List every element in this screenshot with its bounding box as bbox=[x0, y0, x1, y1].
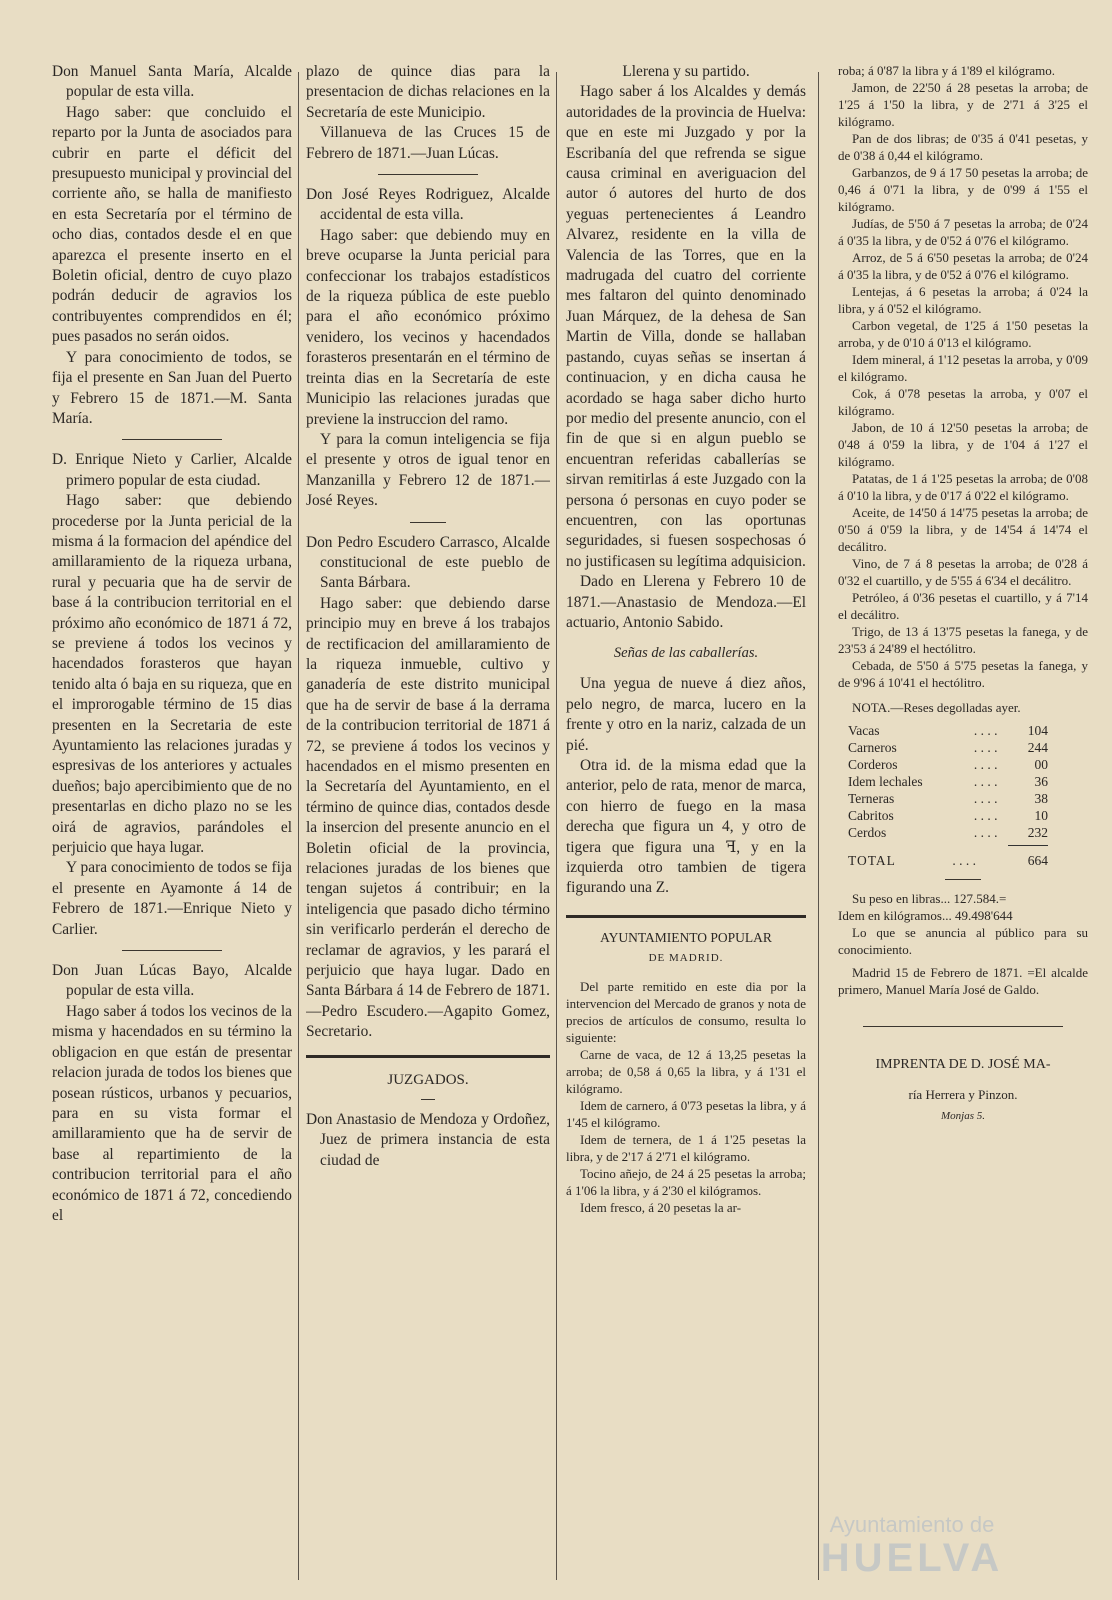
divider bbox=[863, 1026, 1063, 1027]
notice-header: Don Anastasio de Mendoza y Ordoñez, Juez de primera instancia de esta ciudad de bbox=[306, 1110, 550, 1169]
table-row: Vacas . . . . 104 bbox=[848, 723, 1048, 738]
section-title: AYUNTAMIENTO POPULAR bbox=[600, 929, 772, 945]
notice-header: Don Manuel Santa María, Alcalde popular de esta villa. bbox=[52, 63, 292, 101]
column-3 bbox=[566, 62, 806, 1580]
column-1 bbox=[52, 62, 292, 1580]
price-item: Aceite, de 14'50 á 14'75 pesetas la arroba; de 0'50 á 0'59 la libra, y de 14'54 á 14'74 el decálitro. bbox=[838, 505, 1088, 554]
divider bbox=[945, 879, 981, 880]
imprint-line: IMPRENTA DE D. JOSÉ MA- bbox=[875, 1057, 1051, 1072]
price-item: Jabon, de 10 á 12'50 pesetas la arroba; de 0'48 á 0'59 la libra, y de 1'04 á 1'27 el kilógramo. bbox=[838, 420, 1088, 469]
price-item: Carne de vaca, de 12 á 13,25 pesetas la arroba; de 0,58 á 0,65 la libra, y á 1'31 el kilógramo. bbox=[566, 1046, 806, 1096]
price-item: Petróleo, á 0'36 pesetas el cuartillo, y á 7'14 el decálitro. bbox=[838, 590, 1088, 622]
notice-body: Hago saber: que debiendo darse principio muy en breve á los trabajos de rectificacion del amillaramiento de la riqueza inmueble, cultivo y ganadería de este distrito municipal que ha de servir de base á la derrama de la contribucion territorial de 1871 á 72, se previene á todos los vecinos y hacendados en el mismo presenten en la Secretaría del Ayuntamiento, en el término de quince dias, contados desde la insercion del presente anuncio en el Boletin oficial de la provincia, relaciones juradas de los bienes que tengan sujetos á contribuir; en la inteligencia que pasado dicho término sin verificarlo perderán el derecho de reclamar de agravios, y les parará el perjuicio que haya lugar. Dado en Santa Bárbara á 14 de Febrero de 1871.—Pedro Escudero.—Agapito Gomez, Secretario. bbox=[306, 594, 550, 1041]
signature: Madrid 15 de Febrero de 1871. =El alcalde primero, Manuel María José de Galdo. bbox=[838, 965, 1088, 997]
watermark-text: HUELVA bbox=[820, 1536, 1004, 1580]
row-value: 36 bbox=[1034, 774, 1048, 789]
table-row: Terneras . . . . 38 bbox=[848, 791, 1048, 806]
notice-body: Hago saber: que concluido el reparto por la Junta de asociados para cubrir en parte el déficit del presupuesto municipal y provincial del corriente año, se halla de manifiesto en esta Secretaría por el término de ocho dias, contados desde el en que aparezca el presente inserto en el Boletin oficial, dentro de cuyo plazo podrán deducir de agravios los contribuyentes comprendidos en él; pues pasados no serán oidos. bbox=[52, 103, 292, 346]
notice-header: Don Juan Lúcas Bayo, Alcalde popular de esta villa. bbox=[52, 962, 292, 1000]
price-item: Cok, á 0'78 pesetas la arroba, y 0'07 el kilógramo. bbox=[838, 386, 1088, 418]
price-item: Patatas, de 1 á 1'25 pesetas la arroba; de 0'08 á 0'10 la libra, y de 0'17 á 0'22 el kilógramo. bbox=[838, 471, 1088, 503]
row-label: Cerdos bbox=[848, 825, 887, 840]
subsection-title: Señas de las caballerías. bbox=[613, 645, 759, 662]
notice-header: Don José Reyes Rodriguez, Alcalde accidental de esta villa. bbox=[306, 186, 550, 224]
row-label: Carneros bbox=[848, 740, 897, 755]
imprint-address: Monjas 5. bbox=[941, 1109, 985, 1122]
nota-heading: NOTA.—Reses degolladas ayer. bbox=[852, 700, 1021, 715]
price-item: Trigo, de 13 á 13'75 pesetas la fanega, y de 23'53 á 24'89 el hectólitro. bbox=[838, 624, 1088, 656]
row-value: 00 bbox=[1034, 757, 1048, 772]
price-item: Tocino añejo, de 24 á 25 pesetas la arroba; á 1'06 la libra, y á 2'30 el kilógramos. bbox=[566, 1165, 806, 1198]
notice-header: Don Pedro Escudero Carrasco, Alcalde constitucional de este pueblo de Santa Bárbara. bbox=[306, 533, 550, 592]
price-item: Lentejas, á 6 pesetas la arroba; á 0'24 la libra, y á 0'52 el kilógramo. bbox=[838, 284, 1088, 316]
table-row: Idem lechales . . . . 36 bbox=[848, 774, 1048, 789]
peso-line: Su peso en libras... 127.584.= bbox=[852, 891, 1007, 906]
peso-line: Idem en kilógramos... 49.498'644 bbox=[838, 908, 1013, 923]
notice-closing: Villanueva de las Cruces 15 de Febrero de 1871.—Juan Lúcas. bbox=[306, 124, 550, 162]
notice-body: plazo de quince dias para la presentacion de dichas relaciones en la Secretaría de este Municipio. bbox=[306, 63, 550, 121]
price-item: Carbon vegetal, de 1'25 á 1'50 pesetas la arroba, y de 0'10 á 0'13 el kilógramo. bbox=[838, 318, 1088, 350]
row-value: 38 bbox=[1034, 791, 1048, 806]
notice-body: Hago saber á todos los vecinos de la misma y hacendados en su término la obligacion en que están de presentar relacion jurada de todos los bienes que posean rústicos, urbanos y pecuarios, para en su vista formar el amillaramiento que ha de servir de base al repartimiento de la contribucion territorial para el año económico de 1871 á 72, concediendo el bbox=[52, 1002, 292, 1224]
notice-header: D. Enrique Nieto y Carlier, Alcalde primero popular de esta ciudad. bbox=[52, 451, 292, 489]
price-item: Idem de ternera, de 1 á 1'25 pesetas la libra, y de 2'17 á 2'71 el kilógramo. bbox=[566, 1131, 806, 1164]
column-rule bbox=[298, 72, 299, 1580]
row-value: 244 bbox=[1027, 740, 1048, 755]
notice-body: Hago saber á los Alcaldes y demás autoridades de la provincia de Huelva: que en este mi Juzgado y por la Escribanía del que refrenda se sigue causa criminal en averiguacion del autor ó autores del hurto de dos yeguas pertenecientes á Leandro Alvarez, residente en la villa de Valencia de las Torres, que en la madrugada del cuatro del corriente mes faltaron del quinto denominado Juan Márquez, de la dehesa de San Martin de Villa, donde se hallaban pastando, cuyas señas se insertan á continuacion, y en dicha causa he acordado se haga saber dicho hurto por medio del presente anuncio, con el fin de que si en algun pueblo se encuentran referidas caballerías se sirvan remitirlas á este Juzgado con la persona ó personas en cuyo poder se encuentren, con las oportunas seguridades, si fuesen sospechosas ó no justificasen su legítima adquisicion. bbox=[566, 83, 806, 570]
reses-table bbox=[848, 722, 1048, 841]
price-item: Idem mineral, á 1'12 pesetas la arroba, y 0'09 el kilógramo. bbox=[838, 352, 1088, 384]
section-rule bbox=[566, 915, 806, 918]
column-2 bbox=[306, 62, 550, 1580]
price-item: Judías, de 5'50 á 7 pesetas la arroba; de 0'24 á 0'35 la libra, y de 0'52 á 0'76 el kilógramo. bbox=[838, 216, 1088, 248]
price-item: Garbanzos, de 9 á 17 50 pesetas la arroba; de 0,46 á 0'71 la libra, y de 0'99 á 1'55 el kilógramo. bbox=[838, 165, 1088, 214]
column-rule bbox=[818, 72, 819, 1580]
price-item: roba; á 0'87 la libra y á 1'89 el kilógramo. bbox=[838, 63, 1055, 78]
table-row: Corderos . . . . 00 bbox=[848, 757, 1048, 772]
row-label: Vacas bbox=[848, 723, 880, 738]
section-rule bbox=[306, 1055, 550, 1058]
price-item: Vino, de 7 á 8 pesetas la arroba; de 0'28 á 0'32 el cuartillo, y de 5'55 á 6'34 el decálitro. bbox=[838, 556, 1088, 588]
total-table bbox=[848, 852, 1048, 869]
price-item: Jamon, de 22'50 á 28 pesetas la arroba; de 1'25 á 1'50 la libra, y de 2'71 á 3'25 el kilógramo. bbox=[838, 80, 1088, 129]
price-intro: Del parte remitido en este dia por la intervencion del Mercado de granos y nota de precios de artículos de consumo, resulta lo siguiente: bbox=[566, 978, 806, 1045]
sum-line bbox=[1008, 845, 1048, 846]
row-value: 232 bbox=[1027, 825, 1048, 840]
row-label: Corderos bbox=[848, 757, 898, 772]
price-item: Idem de carnero, á 0'73 pesetas la libra, y á 1'45 el kilógramo. bbox=[566, 1097, 806, 1130]
divider bbox=[122, 439, 222, 440]
imprint-line: ría Herrera y Pinzon. bbox=[908, 1087, 1018, 1103]
row-label: Idem lechales bbox=[848, 774, 923, 789]
table-row: Carneros . . . . 244 bbox=[848, 740, 1048, 755]
divider bbox=[421, 1099, 435, 1100]
divider bbox=[410, 522, 446, 523]
row-label: Terneras bbox=[848, 791, 895, 806]
divider bbox=[122, 950, 222, 951]
divider bbox=[378, 174, 478, 175]
archive-watermark bbox=[782, 1412, 1042, 1582]
description: Otra id. de la misma edad que la anterior, pelo de rata, menor de marca, con hierro de fuego en la masa derecha que figura un 4, y otro de tigera que figura una ꟻ, y en la izquierda otro tambien de tigera figurando una Z. bbox=[566, 757, 806, 897]
description: Una yegua de nueve á diez años, pelo negro, de marca, lucero en la frente y otro en la nariz, calzada de un pié. bbox=[566, 675, 806, 754]
notice-header: Llerena y su partido. bbox=[622, 63, 750, 80]
watermark-text: Ayuntamiento de bbox=[829, 1512, 995, 1537]
section-title: JUZGADOS. bbox=[387, 1071, 469, 1088]
price-item: Idem fresco, á 20 pesetas la ar- bbox=[580, 1199, 742, 1215]
column-rule bbox=[556, 72, 557, 1580]
price-item: Pan de dos libras; de 0'35 á 0'41 pesetas, y de 0'38 á 0,44 el kilógramo. bbox=[838, 131, 1088, 163]
notice-body: Hago saber: que debiendo procederse por la Junta pericial de la misma á la formacion del apéndice del amillaramiento de la riqueza urbana, rural y pecuaria que ha de servir de base á la contribucion territorial en el próximo año económico de 1871 á 72, se previene á todos los vecinos y hacendados forasteros que hayan tenido alta ó baja en su riqueza, que en el improrogable término de 15 dias presenten en la Secretaria de este Ayuntamiento las relaciones juradas y espresivas de los anteriores y actuales dueños; bajo apercibimiento que de no presentarlas en dicho plazo no se les oirá de agravios, parándoles el perjuicio que haya lugar. bbox=[52, 492, 292, 857]
row-value: 10 bbox=[1034, 808, 1048, 823]
notice-closing: Y para conocimiento de todos, se fija el presente en San Juan del Puerto y Febrero 15 de 1871.—M. Santa María. bbox=[52, 348, 292, 427]
table-row: Cabritos . . . . 10 bbox=[848, 808, 1048, 823]
total-value: 664 bbox=[1027, 853, 1048, 868]
price-item: Cebada, de 5'50 á 5'75 pesetas la fanega, y de 9'96 á 10'41 el hectólitro. bbox=[838, 658, 1088, 690]
total-row: TOTAL . . . . 664 bbox=[848, 853, 1048, 868]
table-row: Cerdos . . . . 232 bbox=[848, 825, 1048, 840]
total-label: TOTAL bbox=[848, 853, 896, 868]
announcement: Lo que se anuncia al público para su conocimiento. bbox=[838, 925, 1088, 957]
column-4 bbox=[838, 62, 1088, 1580]
notice-closing: Dado en Llerena y Febrero 10 de 1871.—Anastasio de Mendoza.—El actuario, Antonio Sabido. bbox=[566, 573, 806, 631]
notice-closing: Y para conocimiento de todos se fija el presente en Ayamonte á 14 de Febrero de 1871.—Enrique Nieto y Carlier. bbox=[52, 859, 292, 938]
row-label: Cabritos bbox=[848, 808, 894, 823]
notice-closing: Y para la comun inteligencia se fija el presente y otros de igual tenor en Manzanilla y Febrero 12 de 1871.—José Reyes. bbox=[306, 430, 550, 510]
price-item: Arroz, de 5 á 6'50 pesetas la arroba; de 0'24 á 0'35 la libra, y de 0'52 á 0'76 el kilógramo. bbox=[838, 250, 1088, 282]
row-value: 104 bbox=[1027, 723, 1048, 738]
notice-body: Hago saber: que debiendo muy en breve ocuparse la Junta pericial para confeccionar los trabajos estadísticos de la riqueza pública de este pueblo para el año económico próximo venidero, los vecinos y hacendados forasteros presentarán en el término de treinta dias en la Secretaría de este Municipio las relaciones juradas que previene la instruccion del ramo. bbox=[306, 226, 550, 428]
section-subtitle: DE MADRID. bbox=[648, 951, 724, 964]
